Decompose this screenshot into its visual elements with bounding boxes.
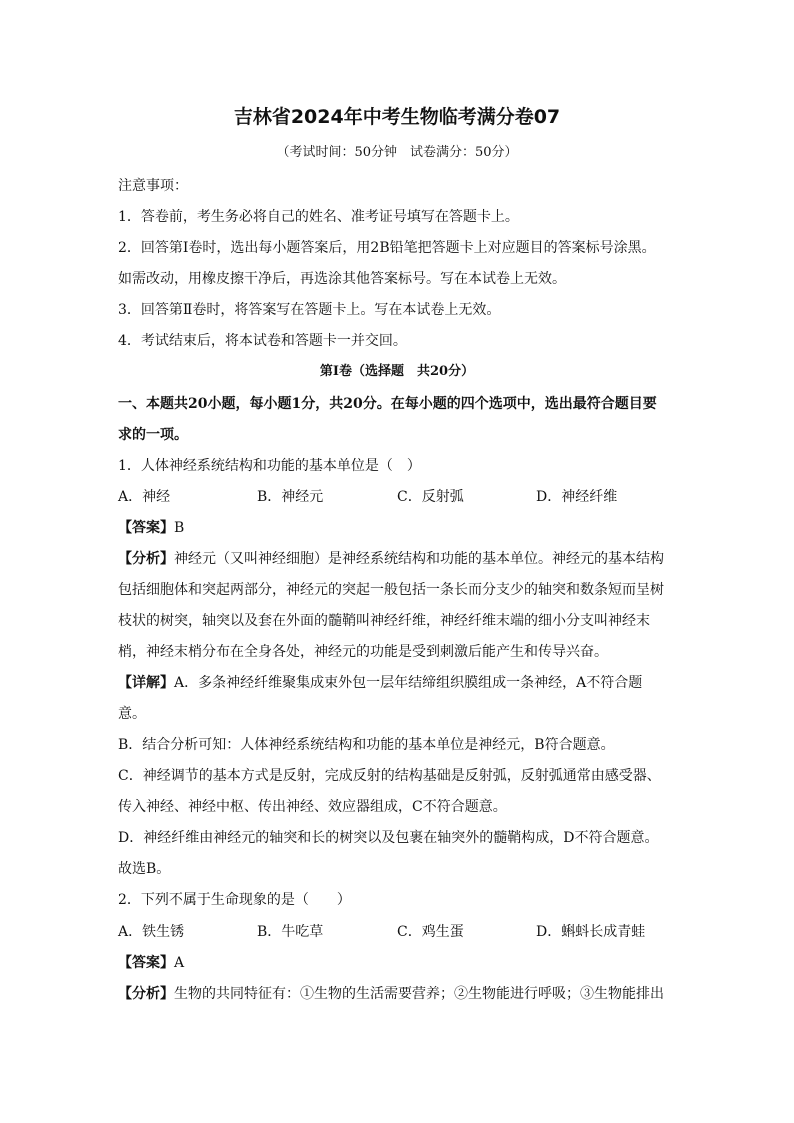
q1-option-d: D．神经纤维: [536, 489, 618, 505]
question-2-stem: 2．下列不属于生命现象的是（ ）: [118, 892, 351, 908]
q2-option-a: A．铁生锈: [118, 924, 185, 940]
detail-text: A．多条神经纤维聚集成束外包一层年结缔组织膜组成一条神经，A不符合题: [174, 675, 643, 691]
doc-title: 吉林省2024年中考生物临考满分卷07: [233, 106, 561, 128]
notice-item: 如需改动，用橡皮擦干净后，再选涂其他答案标号。写在本试卷上无效。: [118, 271, 566, 287]
detail-text: 故选B。: [118, 861, 171, 877]
analysis-text: 生物的共同特征有：①生物的生活需要营养；②生物能进行呼吸；③生物能排出: [174, 986, 664, 1002]
q1-answer: [118, 518, 678, 538]
q1-option-a: A．神经: [118, 489, 171, 505]
analysis-text: 神经元（又叫神经细胞）是神经系统结构和功能的基本单位。神经元的基本结构: [174, 551, 664, 567]
analysis-text: 枝状的树突，轴突以及套在外面的髓鞘叫神经纤维，神经纤维末端的细小分支叫神经末: [118, 613, 650, 629]
notice-item: 2．回答第Ⅰ卷时，选出每小题答案后，用2B铅笔把答题卡上对应题目的答案标号涂黑。: [118, 240, 656, 256]
analysis-tag: 【分析】: [118, 551, 174, 567]
detail-text: 传入神经、神经中枢、传出神经、效应器组成，C不符合题意。: [118, 799, 507, 815]
section-instruction: 一、本题共20小题，每小题1分，共20分。在每小题的四个选项中，选出最符合题目要: [118, 396, 657, 412]
analysis-tag: 【分析】: [118, 986, 174, 1002]
detail-text: D．神经纤维由神经元的轴突和长的树突以及包裹在轴突外的髓鞘构成，D不符合题意。: [118, 830, 659, 846]
q2-answer: [118, 953, 678, 973]
notice-item: 3．回答第Ⅱ卷时，将答案写在答题卡上。写在本试卷上无效。: [118, 302, 501, 318]
notice-item: 4．考试结束后，将本试卷和答题卡一并交回。: [118, 333, 407, 349]
doc-subtitle: （考试时间：50分钟 试卷满分：50分）: [276, 145, 518, 160]
answer-value: A: [174, 955, 185, 971]
q2-analysis: [118, 984, 678, 1004]
analysis-text: 包括细胞体和突起两部分，神经元的突起一般包括一条长而分支少的轴突和数条短而呈树: [118, 582, 664, 598]
question-1-stem: 1．人体神经系统结构和功能的基本单位是（ ）: [118, 458, 421, 474]
detail-text: C．神经调节的基本方式是反射，完成反射的结构基础是反射弧，反射弧通常由感受器、: [118, 768, 661, 784]
answer-value: B: [174, 520, 185, 536]
q2-option-d: D．蝌蚪长成青蛙: [536, 924, 646, 940]
q1-analysis: [118, 549, 678, 569]
detail-tag: 【详解】: [118, 675, 174, 691]
q1-option-c: C．反射弧: [397, 489, 464, 505]
section-instruction: 求的一项。: [118, 427, 188, 443]
answer-tag: 【答案】: [118, 955, 174, 971]
analysis-text: 梢，神经末梢分布在全身各处，神经元的功能是受到刺激后能产生和传导兴奋。: [118, 644, 608, 660]
q1-option-b: B．神经元: [257, 489, 324, 505]
notice-item: 1．答卷前，考生务必将自己的姓名、准考证号填写在答题卡上。: [118, 209, 519, 225]
q2-option-c: C．鸡生蛋: [397, 924, 464, 940]
q2-option-b: B．牛吃草: [257, 924, 324, 940]
q1-detail: [118, 673, 678, 693]
answer-tag: 【答案】: [118, 520, 174, 536]
section-title: 第Ⅰ卷（选择题 共20分）: [319, 364, 475, 379]
detail-text: 意。: [118, 706, 146, 722]
notice-heading: 注意事项：: [118, 178, 188, 194]
detail-text: B．结合分析可知：人体神经系统结构和功能的基本单位是神经元，B符合题意。: [118, 737, 615, 753]
